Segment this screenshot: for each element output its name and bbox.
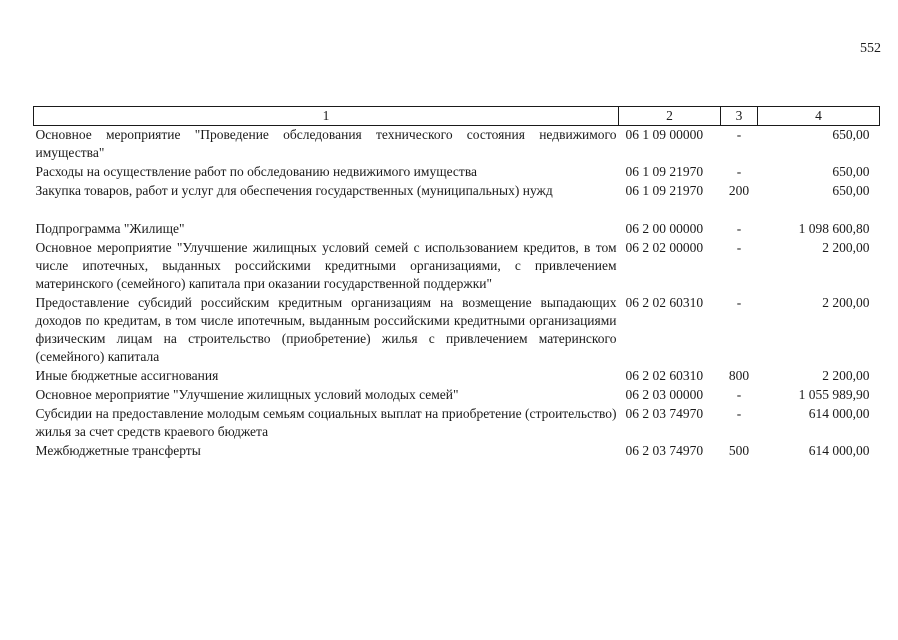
row-name: Основное мероприятие "Проведение обследования технического состояния недвижимого имущества" xyxy=(35,127,617,160)
row-type: - xyxy=(736,164,742,179)
row-type: - xyxy=(736,127,742,142)
row-name: Расходы на осуществление работ по обследованию недвижимого имущества xyxy=(35,164,478,179)
table-row xyxy=(34,163,880,182)
row-name: Предоставление субсидий российским кредитным организациям на возмещение выпадающих доходов по кредитам, в том числе ипотечным, выданным российскими кредитными организациями физическим лицам на строительство (приобретение) жилья с привлечением материнского (семейного) капитала xyxy=(35,295,617,364)
row-sum: 1 098 600,80 xyxy=(798,221,870,236)
row-name: Основное мероприятие "Улучшение жилищных условий молодых семей" xyxy=(35,387,459,402)
table-header xyxy=(34,107,880,126)
row-sum: 650,00 xyxy=(832,127,870,142)
row-name: Подпрограмма "Жилище" xyxy=(35,221,185,236)
table-row xyxy=(34,126,880,164)
row-name: Межбюджетные трансферты xyxy=(35,443,201,458)
row-sum: 650,00 xyxy=(832,164,870,179)
row-name: Основное мероприятие "Улучшение жилищных условий семей с использованием кредитов, в том числе ипотечных, выданных российскими кредитными организациями, с привлечением материнского (семейного) капитала при оказании государственной поддержки" xyxy=(35,240,617,291)
row-name: Субсидии на предоставление молодым семьям социальных выплат на приобретение (строительство) жилья за счет средств краевого бюджета xyxy=(35,406,617,439)
row-code: 06 2 02 60310 xyxy=(625,368,704,383)
row-type: 500 xyxy=(728,443,750,458)
row-type: 200 xyxy=(728,183,750,198)
table-row xyxy=(34,367,880,386)
row-type: - xyxy=(736,240,742,255)
spacer-cell xyxy=(34,201,880,220)
table-body xyxy=(34,126,880,462)
row-code: 06 1 09 21970 xyxy=(625,183,704,198)
row-type: - xyxy=(736,295,742,310)
table-row xyxy=(34,442,880,461)
row-sum: 614 000,00 xyxy=(808,443,870,458)
row-sum: 1 055 989,90 xyxy=(798,387,870,402)
row-type: 800 xyxy=(728,368,750,383)
row-code: 06 2 00 00000 xyxy=(625,221,704,236)
row-sum: 2 200,00 xyxy=(822,368,870,383)
row-sum: 650,00 xyxy=(832,183,870,198)
row-code: 06 2 03 74970 xyxy=(625,443,704,458)
row-type: - xyxy=(736,221,742,236)
row-sum: 614 000,00 xyxy=(808,406,870,421)
table-row xyxy=(34,239,880,294)
row-name: Закупка товаров, работ и услуг для обеспечения государственных (муниципальных) нужд xyxy=(35,183,553,198)
row-name: Иные бюджетные ассигнования xyxy=(35,368,219,383)
row-sum: 2 200,00 xyxy=(822,295,870,310)
table-row xyxy=(34,386,880,405)
row-code: 06 2 03 74970 xyxy=(625,406,704,421)
column-header-code: 2 xyxy=(619,107,721,126)
table-row xyxy=(34,405,880,442)
row-code: 06 2 03 00000 xyxy=(625,387,704,402)
row-sum: 2 200,00 xyxy=(822,240,870,255)
table-row xyxy=(34,294,880,367)
row-code: 06 2 02 60310 xyxy=(625,295,704,310)
column-header-sum: 4 xyxy=(758,107,880,126)
column-header-name: 1 xyxy=(34,107,619,126)
row-code: 06 1 09 21970 xyxy=(625,164,704,179)
table-row xyxy=(34,182,880,201)
table-row xyxy=(34,220,880,239)
table-spacer-row xyxy=(34,201,880,220)
budget-table xyxy=(33,106,880,461)
row-code: 06 2 02 00000 xyxy=(625,240,704,255)
row-type: - xyxy=(736,406,742,421)
row-type: - xyxy=(736,387,742,402)
row-code: 06 1 09 00000 xyxy=(625,127,704,142)
page-number: 552 xyxy=(860,41,881,56)
column-header-type: 3 xyxy=(721,107,758,126)
